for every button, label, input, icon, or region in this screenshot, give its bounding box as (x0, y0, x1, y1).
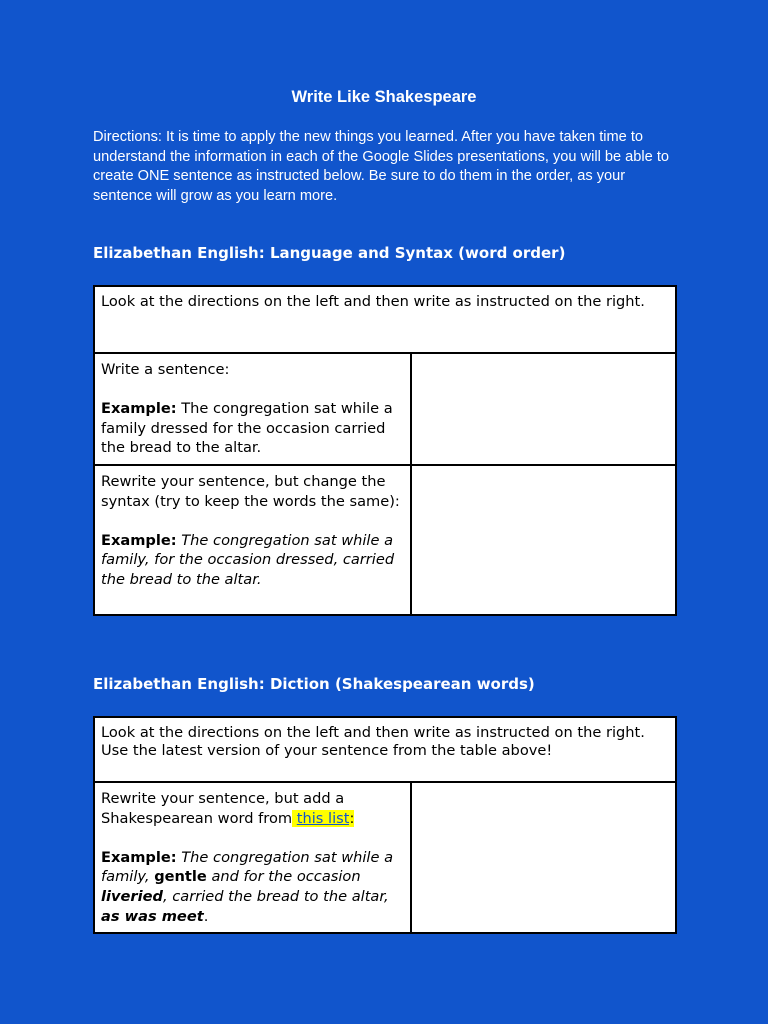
instruction-prompt: Write a sentence: (101, 361, 230, 378)
example-text-part-2: and for the occasion (206, 868, 361, 886)
directions-paragraph: Directions: It is time to apply the new things you learned. After you have taken time to understand the information in each of the Google Slides presentations, you will be able to create ONE sentence as instructed below. Be sure to do them in the order, as your sentence will grow as you learn more. (93, 129, 670, 204)
example-text: The congregation sat while a family dressed for the occasion carried the bread to the altar. (101, 400, 393, 457)
example-period: . (203, 907, 209, 925)
document-title: Write Like Shakespeare (291, 88, 477, 106)
example-text-part-3: , carried the bread to the altar, (162, 887, 389, 905)
table-row (94, 286, 676, 353)
example-bold-word-2: liveried (101, 887, 163, 905)
example-label: Example: (101, 531, 177, 549)
section-heading-diction: Elizabethan English: Diction (Shakespearean words) (93, 675, 535, 693)
example-text: The congregation sat while a family, for the occasion dressed, carried the bread to the altar. (101, 531, 395, 588)
table-row (94, 717, 676, 782)
spacer (101, 380, 404, 400)
syntax-answer-cell-2[interactable] (411, 465, 676, 615)
instruction-prompt: Rewrite your sentence, but add a Shakespearean word from (101, 790, 345, 827)
example-bold-word-1: gentle (154, 868, 207, 886)
table-row (94, 353, 676, 465)
spacer (101, 511, 404, 531)
diction-instruction-cell-1 (94, 782, 411, 933)
diction-answer-cell-1[interactable] (411, 782, 676, 933)
table-row (94, 465, 676, 615)
prompt-colon: : (349, 809, 355, 827)
syntax-answer-cell-1[interactable] (411, 353, 676, 465)
syntax-instruction-cell-1 (94, 353, 411, 465)
example-text-part-1: The congregation sat while a family, (101, 848, 394, 886)
instruction-prompt: Rewrite your sentence, but change the syntax (try to keep the words the same): (101, 472, 400, 510)
diction-intro-cell: Look at the directions on the left and then write as instructed on the right. Use the latest version of your sentence from the table above! (94, 717, 676, 782)
spacer (101, 828, 404, 848)
diction-table (93, 716, 677, 934)
example-label: Example: (101, 848, 177, 866)
this-list-link[interactable]: this list (296, 809, 350, 827)
syntax-intro-cell: Look at the directions on the left and then write as instructed on the right. (94, 286, 676, 353)
section-heading-syntax: Elizabethan English: Language and Syntax (word order) (93, 244, 566, 262)
table-row (94, 782, 676, 933)
syntax-instruction-cell-2 (94, 465, 411, 615)
example-label: Example: (101, 400, 177, 418)
syntax-table (93, 285, 677, 616)
example-bold-word-3: as was meet (101, 907, 204, 925)
